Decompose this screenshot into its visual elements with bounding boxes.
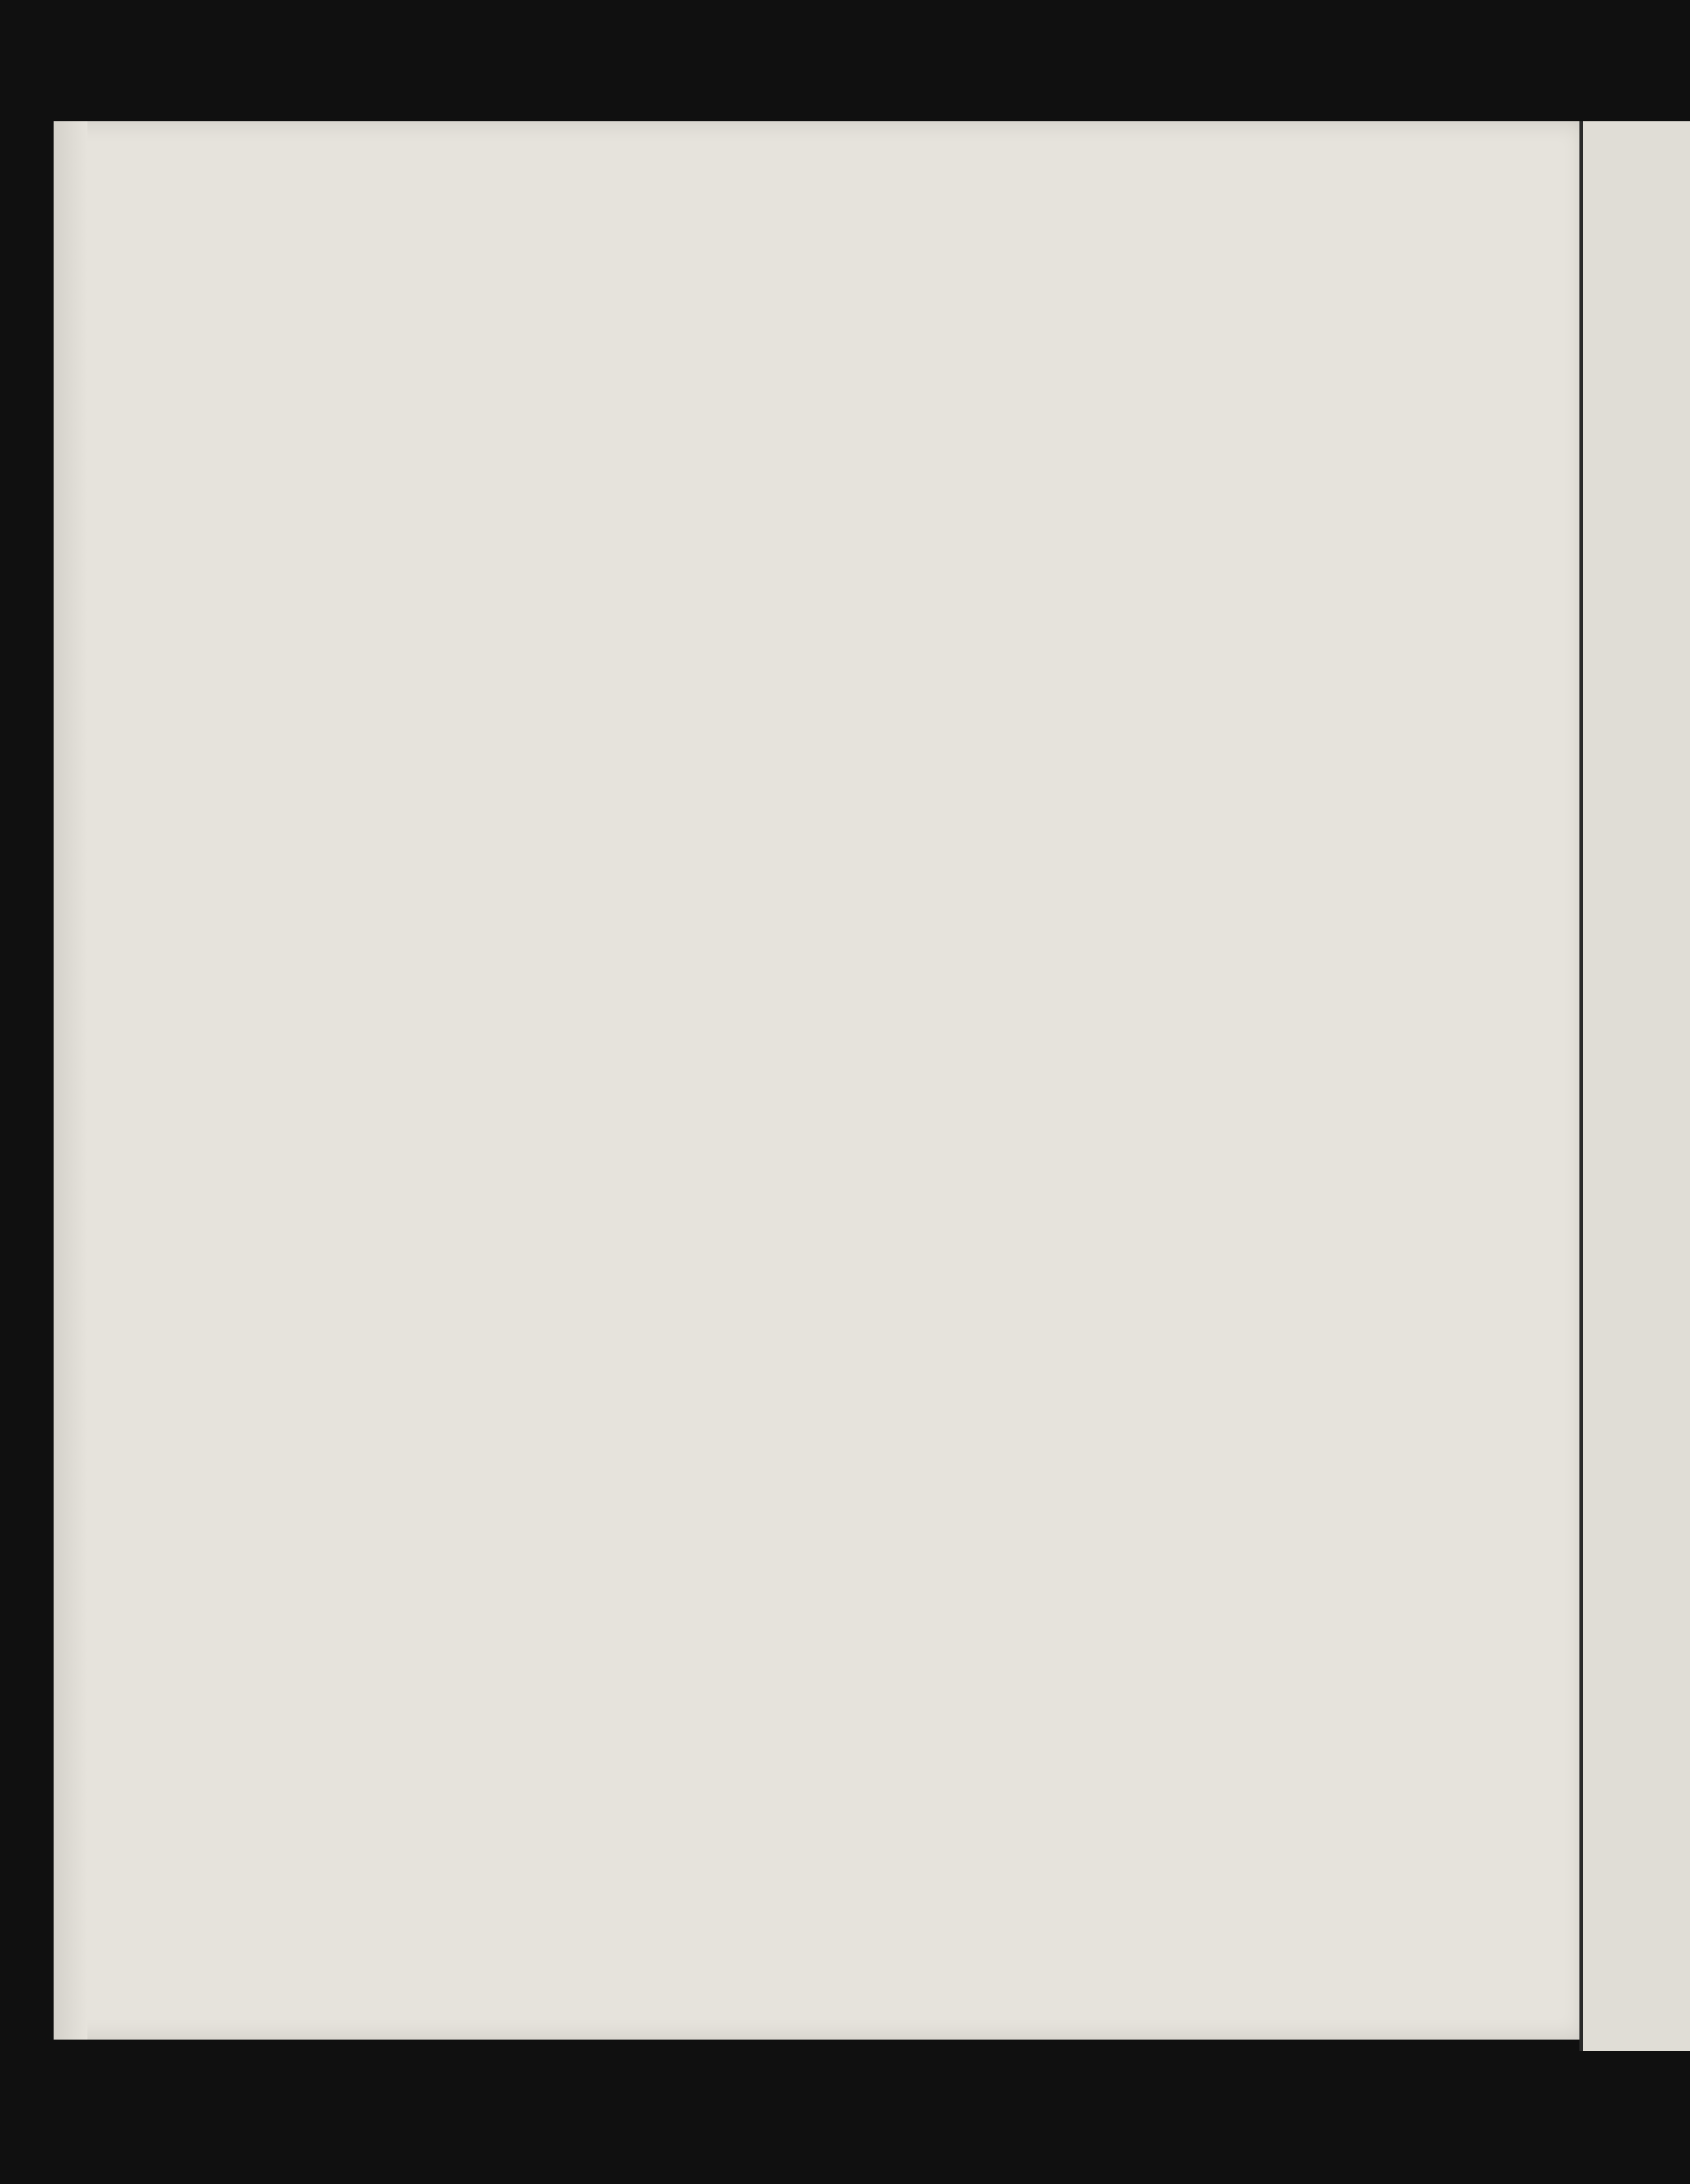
facing-page-strip — [1579, 121, 1690, 2051]
page-edge-shadow — [54, 121, 87, 2040]
book-page — [54, 121, 1585, 2040]
